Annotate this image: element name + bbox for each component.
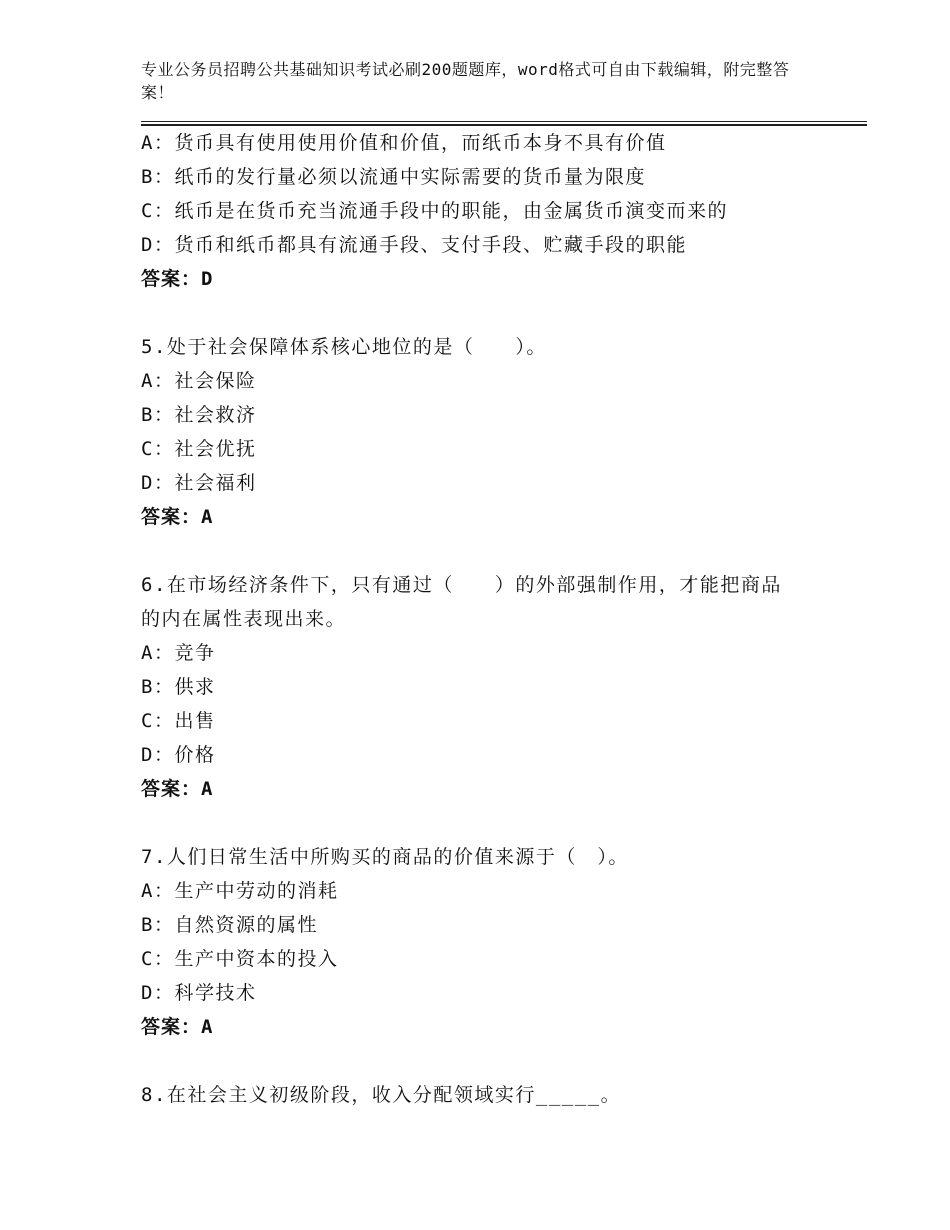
document-header: 专业公务员招聘公共基础知识考试必刷200题题库，word格式可自由下载编辑，附完整答案！	[141, 60, 790, 102]
option-b: B：供求	[141, 676, 216, 698]
question-7	[141, 840, 841, 1044]
header-rule-thin	[141, 121, 867, 122]
option-a: A：货币具有使用使用价值和价值，而纸币本身不具有价值	[141, 132, 667, 154]
question-stem: 8.在社会主义初级阶段，收入分配领域实行_____。	[141, 1084, 622, 1106]
option-a: A：竞争	[141, 642, 216, 664]
option-b: B：纸币的发行量必须以流通中实际需要的货币量为限度	[141, 166, 646, 188]
option-d: D：货币和纸币都具有流通手段、支付手段、贮藏手段的职能	[141, 234, 687, 256]
option-c: C：社会优抚	[141, 438, 257, 460]
option-a: A：社会保险	[141, 370, 257, 392]
answer: 答案：A	[141, 778, 214, 800]
answer: 答案：A	[141, 1016, 214, 1038]
option-d: D：价格	[141, 744, 216, 766]
option-d: D：科学技术	[141, 982, 257, 1004]
question-list	[141, 126, 841, 1112]
question-5	[141, 330, 841, 534]
option-b: B：社会救济	[141, 404, 257, 426]
question-4	[141, 126, 841, 296]
answer: 答案：D	[141, 268, 214, 290]
question-6	[141, 568, 841, 806]
question-8	[141, 1078, 841, 1112]
question-stem: 7.人们日常生活中所购买的商品的价值来源于（ ）。	[141, 846, 629, 868]
option-c: C：生产中资本的投入	[141, 948, 339, 970]
option-a: A：生产中劳动的消耗	[141, 880, 339, 902]
answer: 答案：A	[141, 506, 214, 528]
question-stem: 6.在市场经济条件下，只有通过（ ）的外部强制作用，才能把商品的内在属性表现出来。	[141, 574, 782, 630]
option-c: C：出售	[141, 710, 216, 732]
question-stem: 5.处于社会保障体系核心地位的是（ ）。	[141, 336, 547, 358]
option-d: D：社会福利	[141, 472, 257, 494]
option-b: B：自然资源的属性	[141, 914, 318, 936]
option-c: C：纸币是在货币充当流通手段中的职能，由金属货币演变而来的	[141, 200, 728, 222]
